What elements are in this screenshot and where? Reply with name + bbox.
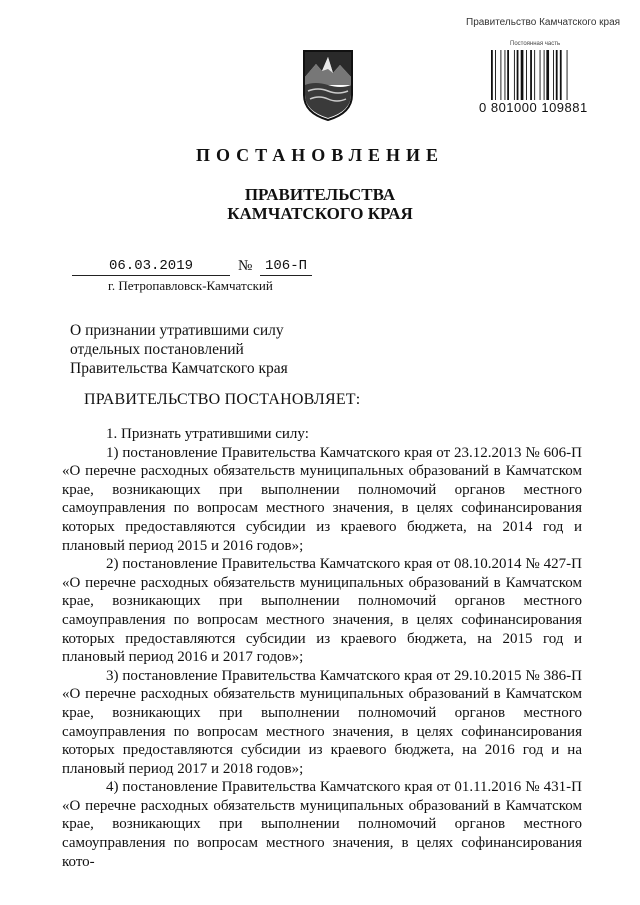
issue-place: г. Петропавловск-Камчатский bbox=[108, 278, 273, 293]
document-number: 106-П bbox=[260, 258, 312, 276]
paragraph: 4) постановление Правительства Камчатского края от 01.11.2016 № 431-П «О перечне расходных обязательств муниципальных образований в Камчатском крае, возникающих при выполнении полномочий органов местного самоуправления по вопросам местного значения, в целях софинансирования кото- bbox=[62, 779, 582, 870]
issuer-line-2: КАМЧАТСКОГО КРАЯ bbox=[227, 204, 413, 223]
decree-heading: ПРАВИТЕЛЬСТВО ПОСТАНОВЛЯЕТ: bbox=[84, 391, 361, 408]
document-subject: О признании утратившими силу отдельных постановлений Правительства Камчатского края bbox=[70, 322, 288, 377]
organization-stamp: Правительство Камчатского края bbox=[466, 17, 621, 28]
document-date: 06.03.2019 bbox=[72, 258, 230, 276]
kamchatka-coat-of-arms-icon bbox=[300, 47, 356, 123]
paragraph: 2) постановление Правительства Камчатского края от 08.10.2014 № 427-П «О перечне расходных обязательств муниципальных образований в Камчатском крае, возникающих при выполнении полномочий органов местного самоуправления по вопросам местного значения, в целях софинансирования которых предоставляются субсидии из краевого бюджета, на 2015 год и плановый период 2016 и 2017 годов»; bbox=[62, 556, 582, 666]
document-body bbox=[62, 425, 582, 871]
paragraph: 1. Признать утратившими силу: bbox=[106, 426, 309, 442]
paragraph: 3) постановление Правительства Камчатского края от 29.10.2015 № 386-П «О перечне расходных обязательств муниципальных образований в Камчатском крае, возникающих при выполнении полномочий органов местного самоуправления по вопросам местного значения, в целях софинансирования которых предоставляются субсидии из краевого бюджета, на 2016 год и на плановый период 2017 и 2018 годов»; bbox=[62, 667, 582, 777]
barcode-number: 0 801000 109881 bbox=[479, 100, 588, 115]
barcode-icon bbox=[490, 50, 588, 102]
barcode-caption: Постоянная часть bbox=[510, 41, 561, 47]
paragraph: 1) постановление Правительства Камчатского края от 23.12.2013 № 606-П «О перечне расходных обязательств муниципальных образований в Камчатском крае, возникающих при выполнении полномочий органов местного самоуправления по вопросам местного значения, в целях софинансирования которых предоставляются субсидии из краевого бюджета, на 2014 год и плановый период 2015 и 2016 годов»; bbox=[62, 444, 582, 554]
issuer-line-1: ПРАВИТЕЛЬСТВА bbox=[244, 185, 396, 204]
document-type-title: ПОСТАНОВЛЕНИЕ bbox=[195, 145, 445, 165]
number-label: № bbox=[238, 258, 253, 274]
